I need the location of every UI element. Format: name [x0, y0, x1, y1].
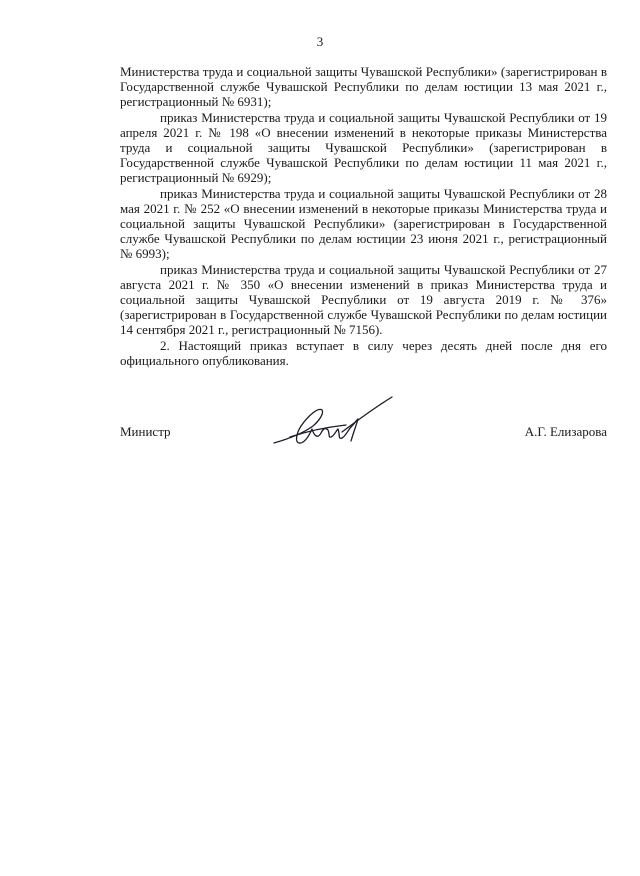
- signatory-title: Министр: [120, 424, 171, 439]
- paragraph-order-350: приказ Министерства труда и социальной защиты Чувашской Республики от 27 августа 2021 г. № 350 «О внесении изменений в приказ Министерства труда и социальной защиты Чувашской Республики от 19 августа 2019 г. № 376» (зарегистрирован в Государственной службе Чувашской Республики по делам юстиции 14 сентября 2021 г., регистрационный № 7156).: [120, 261, 607, 338]
- handwritten-signature: [268, 396, 398, 452]
- page-number: 3: [316, 34, 324, 49]
- paragraph-order-252: приказ Министерства труда и социальной защиты Чувашской Республики от 28 мая 2021 г. № 252 «О внесении изменений в некоторые приказы Министерства труда и социальной защиты Чувашской Республики» (зарегистрирован в Государственной службе Чувашской Республики по делам юстиции 23 июня 2021 г., регистрационный № 6993);: [120, 185, 607, 262]
- signatory-name: А.Г. Елизарова: [524, 424, 607, 439]
- paragraph-order-198: приказ Министерства труда и социальной защиты Чувашской Республики от 19 апреля 2021 г. № 198 «О внесении изменений в некоторые приказы Министерства труда и социальной защиты Чувашской Республики» (зарегистрирован в Государственной службе Чувашской Республики по делам юстиции 11 мая 2021 г., регистрационный № 6929);: [120, 109, 607, 186]
- paragraph-effective-date: 2. Настоящий приказ вступает в силу через десять дней после дня его официального опубликования.: [120, 337, 607, 368]
- signature-block: [120, 396, 607, 456]
- paragraph-continuation: Министерства труда и социальной защиты Чувашской Республики» (зарегистрирован в Государственной службе Чувашской Республики по делам юстиции 13 мая 2021 г., регистрационный № 6931);: [120, 64, 607, 110]
- document-body: [120, 64, 607, 368]
